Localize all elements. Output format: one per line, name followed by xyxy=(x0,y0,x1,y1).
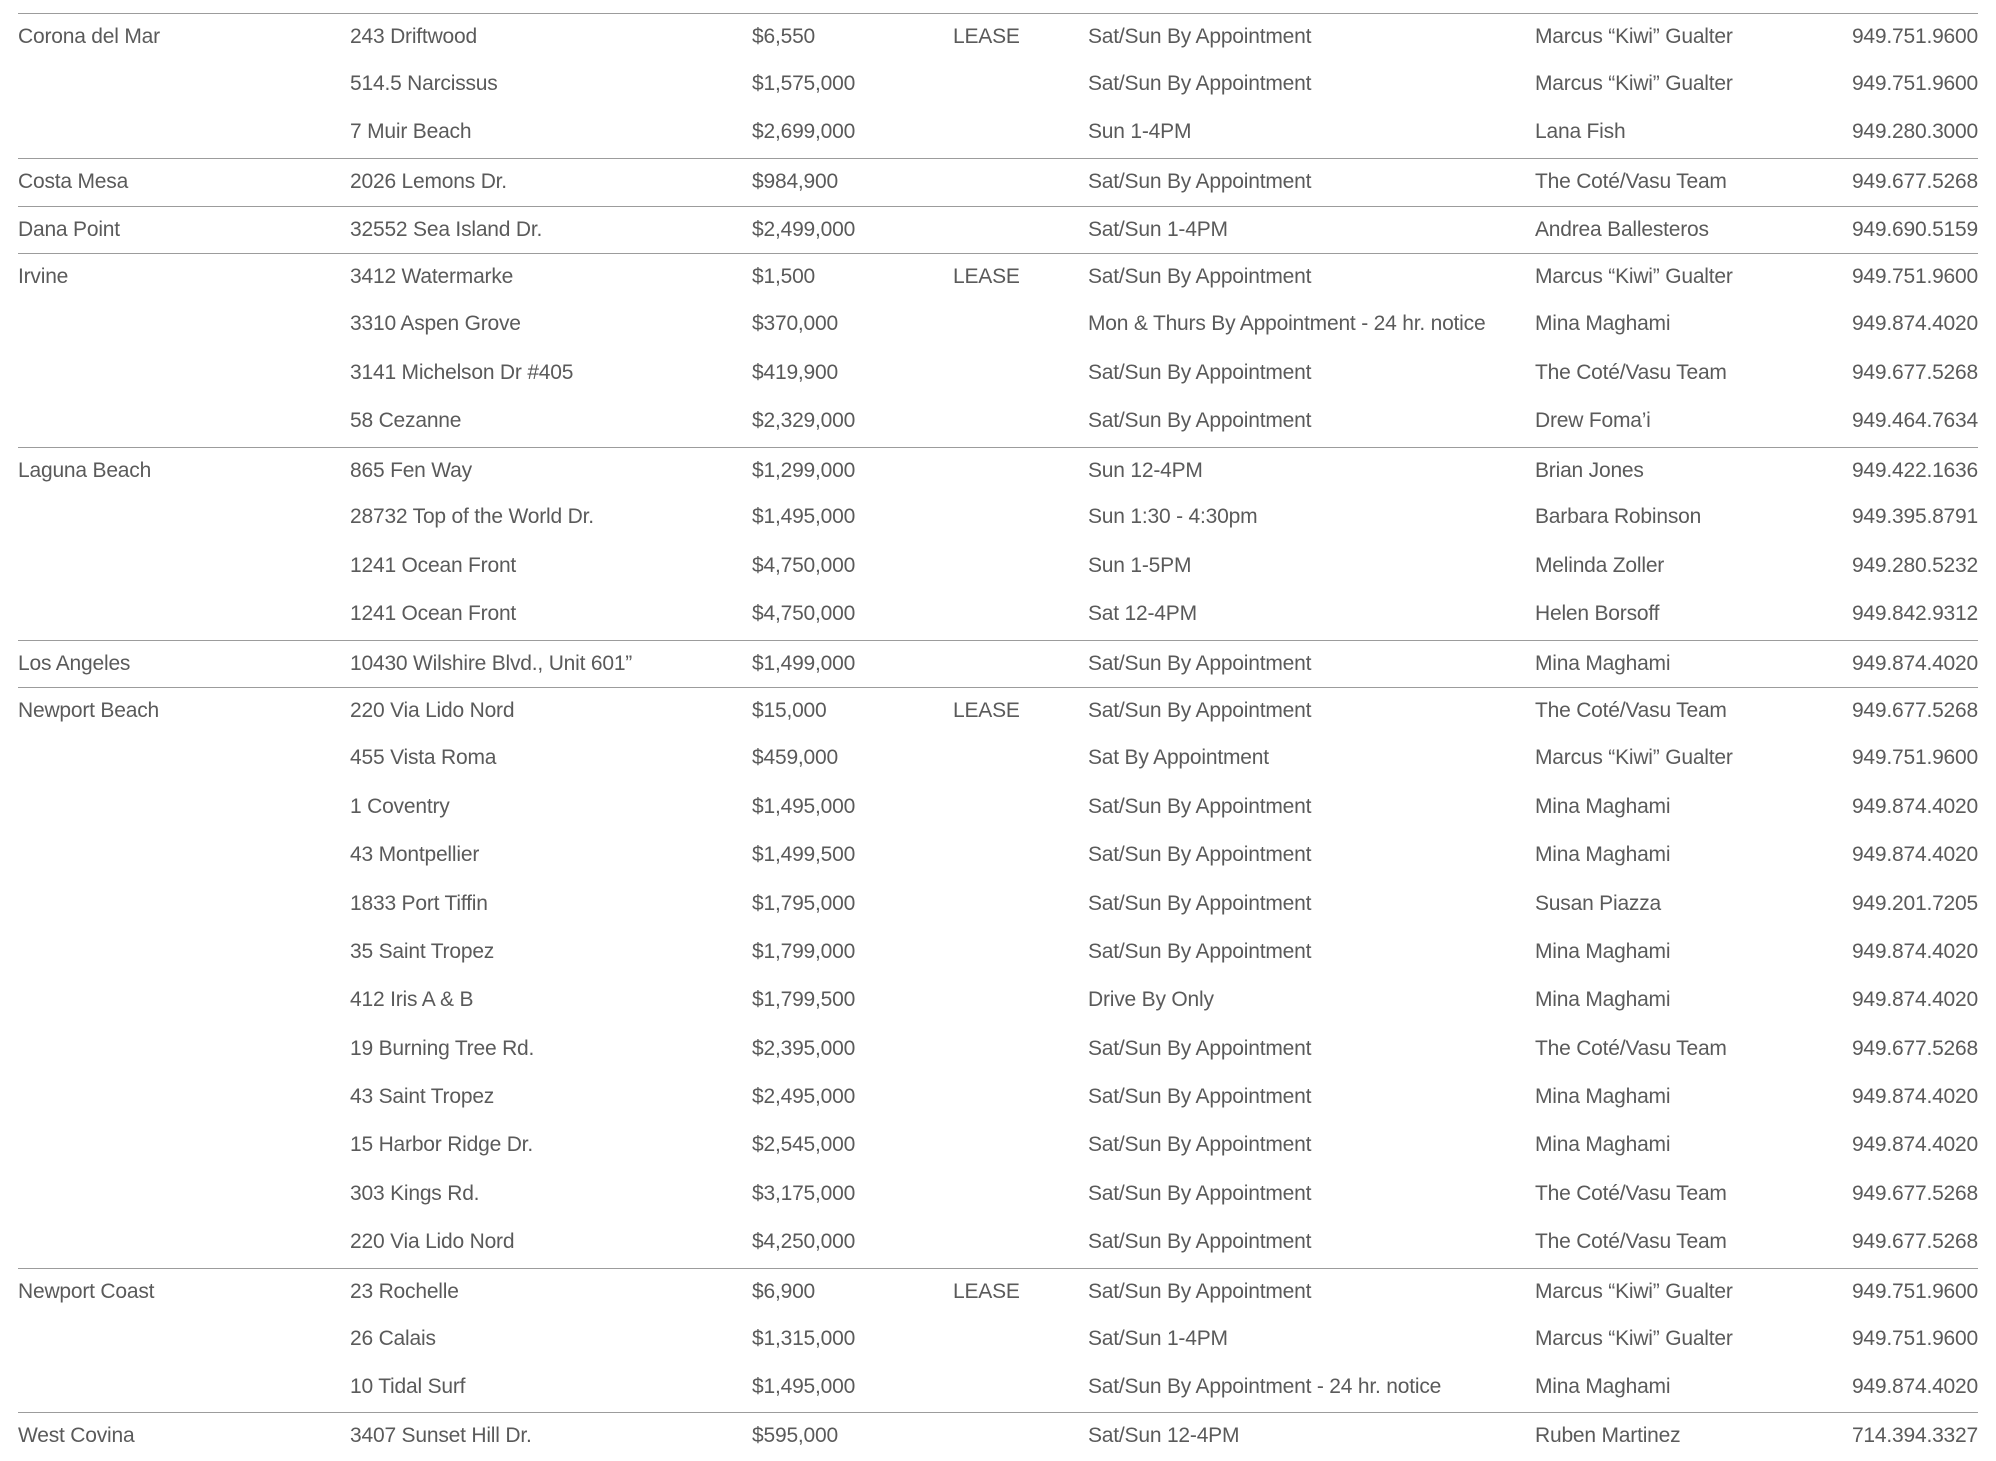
agent-phone: 949.874.4020 xyxy=(1851,843,1978,867)
agent-name: Mina Maghami xyxy=(1535,312,1671,336)
city-name: Newport Coast xyxy=(18,1279,155,1303)
city-group xyxy=(18,253,1978,446)
city-group xyxy=(18,687,1978,1267)
listing-row xyxy=(18,641,1978,688)
listing-row xyxy=(18,1316,1978,1364)
agent-name: Mina Maghami xyxy=(1535,794,1671,818)
listing-price: $2,699,000 xyxy=(752,120,856,144)
listing-price: $1,575,000 xyxy=(752,71,856,95)
agent-name: Mina Maghami xyxy=(1535,1133,1671,1157)
agent-name: Mina Maghami xyxy=(1535,843,1671,867)
agent-phone: 949.874.4020 xyxy=(1851,312,1978,336)
listing-address: 865 Fen Way xyxy=(350,458,472,482)
listing-address: 514.5 Narcissus xyxy=(350,71,498,95)
city-group xyxy=(18,158,1978,206)
agent-phone: 949.874.4020 xyxy=(1851,1374,1978,1398)
listing-price: $1,299,000 xyxy=(752,458,856,482)
agent-name: Barbara Robinson xyxy=(1535,505,1702,529)
listing-row xyxy=(18,1074,1978,1122)
listing-address: 26 Calais xyxy=(350,1326,436,1350)
open-house-hours: Sun 1:30 - 4:30pm xyxy=(1088,505,1258,529)
open-house-hours: Sat/Sun By Appointment xyxy=(1088,409,1312,433)
agent-phone: 949.874.4020 xyxy=(1851,1085,1978,1109)
agent-phone: 949.842.9312 xyxy=(1851,602,1978,626)
agent-phone: 949.751.9600 xyxy=(1851,265,1978,289)
listing-address: 28732 Top of the World Dr. xyxy=(350,505,594,529)
open-house-hours: Drive By Only xyxy=(1088,988,1214,1012)
listing-row xyxy=(18,591,1978,639)
open-house-hours: Sat/Sun By Appointment xyxy=(1088,891,1312,915)
agent-phone: 949.874.4020 xyxy=(1851,651,1978,675)
listing-price: $459,000 xyxy=(752,746,838,770)
listing-price: $15,000 xyxy=(752,699,827,723)
listing-address: 32552 Sea Island Dr. xyxy=(350,217,543,241)
agent-name: Marcus “Kiwi” Gualter xyxy=(1535,25,1733,48)
agent-phone: 949.677.5268 xyxy=(1851,1230,1978,1254)
agent-phone: 949.751.9600 xyxy=(1851,1326,1978,1350)
city-name: Laguna Beach xyxy=(18,458,152,482)
listing-address: 1241 Ocean Front xyxy=(350,602,517,626)
agent-phone: 949.201.7205 xyxy=(1851,891,1978,915)
city-name: West Covina xyxy=(18,1424,135,1448)
agent-name: Marcus “Kiwi” Gualter xyxy=(1535,1279,1733,1303)
listing-row xyxy=(18,735,1978,783)
listing-price: $2,499,000 xyxy=(752,217,856,241)
listing-price: $1,499,000 xyxy=(752,651,856,675)
listing-address: 3412 Watermarke xyxy=(350,265,514,289)
listing-address: 243 Driftwood xyxy=(350,25,477,48)
open-house-hours: Sat 12-4PM xyxy=(1088,602,1197,626)
agent-phone: 949.751.9600 xyxy=(1851,71,1978,95)
listing-row xyxy=(18,61,1978,109)
open-house-hours: Sat/Sun By Appointment xyxy=(1088,1230,1312,1254)
agent-name: The Coté/Vasu Team xyxy=(1535,699,1727,723)
listing-price: $4,250,000 xyxy=(752,1230,856,1254)
listing-address: 220 Via Lido Nord xyxy=(350,699,515,723)
listing-type: LEASE xyxy=(953,25,1020,48)
listing-row xyxy=(18,448,1978,495)
agent-name: Brian Jones xyxy=(1535,458,1644,482)
city-name: Dana Point xyxy=(18,217,120,241)
open-house-hours: Sat/Sun By Appointment xyxy=(1088,169,1312,193)
open-house-hours: Sat By Appointment xyxy=(1088,746,1269,770)
city-name: Newport Beach xyxy=(18,699,159,723)
listing-address: 1833 Port Tiffin xyxy=(350,891,488,915)
open-house-hours: Sat/Sun 1-4PM xyxy=(1088,1326,1228,1350)
agent-name: Mina Maghami xyxy=(1535,1085,1671,1109)
listing-price: $1,495,000 xyxy=(752,505,856,529)
agent-name: Marcus “Kiwi” Gualter xyxy=(1535,746,1733,770)
open-house-hours: Sat/Sun By Appointment xyxy=(1088,939,1312,963)
agent-name: Andrea Ballesteros xyxy=(1535,217,1709,241)
listing-price: $2,545,000 xyxy=(752,1133,856,1157)
agent-phone: 949.677.5268 xyxy=(1851,1036,1978,1060)
open-house-hours: Sat/Sun By Appointment xyxy=(1088,794,1312,818)
agent-phone: 949.422.1636 xyxy=(1851,458,1978,482)
listing-price: $419,900 xyxy=(752,360,838,384)
listing-price: $1,499,500 xyxy=(752,843,856,867)
open-house-hours: Sat/Sun By Appointment xyxy=(1088,71,1312,95)
listing-price: $2,395,000 xyxy=(752,1036,856,1060)
agent-name: The Coté/Vasu Team xyxy=(1535,169,1727,193)
agent-phone: 949.751.9600 xyxy=(1851,1279,1978,1303)
listing-row xyxy=(18,1219,1978,1267)
listing-address: 15 Harbor Ridge Dr. xyxy=(350,1133,533,1157)
city-name: Irvine xyxy=(18,265,69,289)
agent-phone: 949.874.4020 xyxy=(1851,1133,1978,1157)
listing-address: 43 Montpellier xyxy=(350,843,480,867)
agent-phone: 949.874.4020 xyxy=(1851,939,1978,963)
listing-address: 2026 Lemons Dr. xyxy=(350,169,507,193)
listing-row xyxy=(18,1122,1978,1170)
listing-address: 1 Coventry xyxy=(350,794,450,818)
city-group xyxy=(18,1268,1978,1413)
open-house-hours: Sat/Sun 1-4PM xyxy=(1088,217,1228,241)
listing-row xyxy=(18,350,1978,398)
open-house-hours: Sat/Sun By Appointment xyxy=(1088,1181,1312,1205)
listing-row xyxy=(18,398,1978,446)
open-house-hours: Sun 1-4PM xyxy=(1088,120,1192,144)
open-house-hours: Sat/Sun By Appointment xyxy=(1088,1133,1312,1157)
listing-row xyxy=(18,1171,1978,1219)
city-name: Los Angeles xyxy=(18,651,131,675)
listing-row xyxy=(18,207,1978,254)
agent-name: Drew Foma’i xyxy=(1535,409,1651,433)
listing-row xyxy=(18,543,1978,591)
listing-row xyxy=(18,929,1978,977)
agent-name: Mina Maghami xyxy=(1535,651,1671,675)
open-house-hours: Sat/Sun By Appointment xyxy=(1088,360,1312,384)
agent-phone: 949.751.9600 xyxy=(1851,25,1978,48)
listing-price: $1,315,000 xyxy=(752,1326,856,1350)
open-house-hours: Sat/Sun By Appointment xyxy=(1088,25,1312,48)
listing-price: $4,750,000 xyxy=(752,602,856,626)
listing-price: $1,795,000 xyxy=(752,891,856,915)
city-group xyxy=(18,447,1978,640)
agent-name: Marcus “Kiwi” Gualter xyxy=(1535,265,1733,289)
agent-phone: 949.280.5232 xyxy=(1851,553,1978,577)
agent-name: Susan Piazza xyxy=(1535,891,1662,915)
agent-name: The Coté/Vasu Team xyxy=(1535,1230,1727,1254)
listing-address: 412 Iris A & B xyxy=(350,988,474,1012)
listing-address: 10430 Wilshire Blvd., Unit 601” xyxy=(350,651,633,675)
listing-price: $1,500 xyxy=(752,265,816,289)
listing-row xyxy=(18,1026,1978,1074)
open-house-hours: Sun 12-4PM xyxy=(1088,458,1203,482)
listing-type: LEASE xyxy=(953,699,1020,723)
open-house-hours: Sat/Sun By Appointment xyxy=(1088,1036,1312,1060)
agent-name: Mina Maghami xyxy=(1535,988,1671,1012)
listing-row xyxy=(18,1269,1978,1316)
listing-address: 220 Via Lido Nord xyxy=(350,1230,515,1254)
listing-price: $595,000 xyxy=(752,1424,838,1448)
agent-phone: 949.464.7634 xyxy=(1851,409,1978,433)
open-house-hours: Sat/Sun By Appointment xyxy=(1088,843,1312,867)
listing-address: 23 Rochelle xyxy=(350,1279,459,1303)
open-house-hours: Sat/Sun By Appointment xyxy=(1088,699,1312,723)
agent-name: Ruben Martinez xyxy=(1535,1424,1681,1448)
open-house-hours: Sun 1-5PM xyxy=(1088,553,1192,577)
listing-price: $6,550 xyxy=(752,25,816,48)
agent-name: Mina Maghami xyxy=(1535,1374,1671,1398)
open-house-hours: Sat/Sun By Appointment xyxy=(1088,651,1312,675)
agent-name: Mina Maghami xyxy=(1535,939,1671,963)
listing-address: 43 Saint Tropez xyxy=(350,1085,495,1109)
listing-address: 58 Cezanne xyxy=(350,409,462,433)
listing-type: LEASE xyxy=(953,265,1020,289)
listing-address: 3407 Sunset Hill Dr. xyxy=(350,1424,532,1448)
agent-name: The Coté/Vasu Team xyxy=(1535,1036,1727,1060)
agent-phone: 949.677.5268 xyxy=(1851,1181,1978,1205)
agent-phone: 949.677.5268 xyxy=(1851,699,1978,723)
listing-address: 3310 Aspen Grove xyxy=(350,312,521,336)
open-house-listings xyxy=(18,13,1978,1460)
listing-row xyxy=(18,494,1978,542)
listing-address: 3141 Michelson Dr #405 xyxy=(350,360,574,384)
listing-row xyxy=(18,688,1978,735)
agent-phone: 949.395.8791 xyxy=(1851,505,1978,529)
listing-type: LEASE xyxy=(953,1279,1020,1303)
agent-name: Melinda Zoller xyxy=(1535,553,1665,577)
agent-name: Marcus “Kiwi” Gualter xyxy=(1535,71,1733,95)
open-house-hours: Mon & Thurs By Appointment - 24 hr. notice xyxy=(1088,312,1486,336)
listing-price: $2,495,000 xyxy=(752,1085,856,1109)
listing-price: $1,799,500 xyxy=(752,988,856,1012)
listing-row xyxy=(18,14,1978,61)
listing-address: 1241 Ocean Front xyxy=(350,553,517,577)
agent-phone: 949.677.5268 xyxy=(1851,360,1978,384)
agent-name: The Coté/Vasu Team xyxy=(1535,1181,1727,1205)
agent-phone: 714.394.3327 xyxy=(1851,1424,1978,1448)
listing-row xyxy=(18,1413,1978,1460)
listing-address: 303 Kings Rd. xyxy=(350,1181,480,1205)
agent-name: Marcus “Kiwi” Gualter xyxy=(1535,1326,1733,1350)
agent-phone: 949.690.5159 xyxy=(1851,217,1978,241)
open-house-hours: Sat/Sun By Appointment xyxy=(1088,1085,1312,1109)
listing-address: 19 Burning Tree Rd. xyxy=(350,1036,535,1060)
agent-phone: 949.874.4020 xyxy=(1851,794,1978,818)
city-group xyxy=(18,1412,1978,1460)
city-group xyxy=(18,13,1978,158)
agent-phone: 949.280.3000 xyxy=(1851,120,1978,144)
agent-phone: 949.677.5268 xyxy=(1851,169,1978,193)
listing-address: 7 Muir Beach xyxy=(350,120,472,144)
open-house-hours: Sat/Sun By Appointment xyxy=(1088,1279,1312,1303)
listing-row xyxy=(18,881,1978,929)
listing-price: $1,495,000 xyxy=(752,794,856,818)
listing-row xyxy=(18,784,1978,832)
listing-row xyxy=(18,832,1978,880)
open-house-hours: Sat/Sun 12-4PM xyxy=(1088,1424,1240,1448)
open-house-hours: Sat/Sun By Appointment - 24 hr. notice xyxy=(1088,1374,1442,1398)
city-group xyxy=(18,640,1978,688)
listing-row xyxy=(18,159,1978,206)
city-name: Costa Mesa xyxy=(18,169,129,193)
listing-address: 455 Vista Roma xyxy=(350,746,497,770)
listing-price: $984,900 xyxy=(752,169,838,193)
city-group xyxy=(18,206,1978,254)
city-name: Corona del Mar xyxy=(18,25,160,48)
agent-name: Lana Fish xyxy=(1535,120,1626,144)
agent-phone: 949.751.9600 xyxy=(1851,746,1978,770)
listing-price: $3,175,000 xyxy=(752,1181,856,1205)
listing-row xyxy=(18,254,1978,301)
listing-price: $1,495,000 xyxy=(752,1374,856,1398)
open-house-hours: Sat/Sun By Appointment xyxy=(1088,265,1312,289)
listing-row xyxy=(18,1364,1978,1412)
listing-price: $4,750,000 xyxy=(752,553,856,577)
listing-address: 10 Tidal Surf xyxy=(350,1374,466,1398)
listing-price: $1,799,000 xyxy=(752,939,856,963)
listing-row xyxy=(18,109,1978,157)
listing-price: $6,900 xyxy=(752,1279,816,1303)
listing-row xyxy=(18,977,1978,1025)
agent-phone: 949.874.4020 xyxy=(1851,988,1978,1012)
listing-row xyxy=(18,301,1978,349)
listing-address: 35 Saint Tropez xyxy=(350,939,495,963)
agent-name: The Coté/Vasu Team xyxy=(1535,360,1727,384)
agent-name: Helen Borsoff xyxy=(1535,602,1660,626)
listing-price: $370,000 xyxy=(752,312,838,336)
listing-price: $2,329,000 xyxy=(752,409,856,433)
